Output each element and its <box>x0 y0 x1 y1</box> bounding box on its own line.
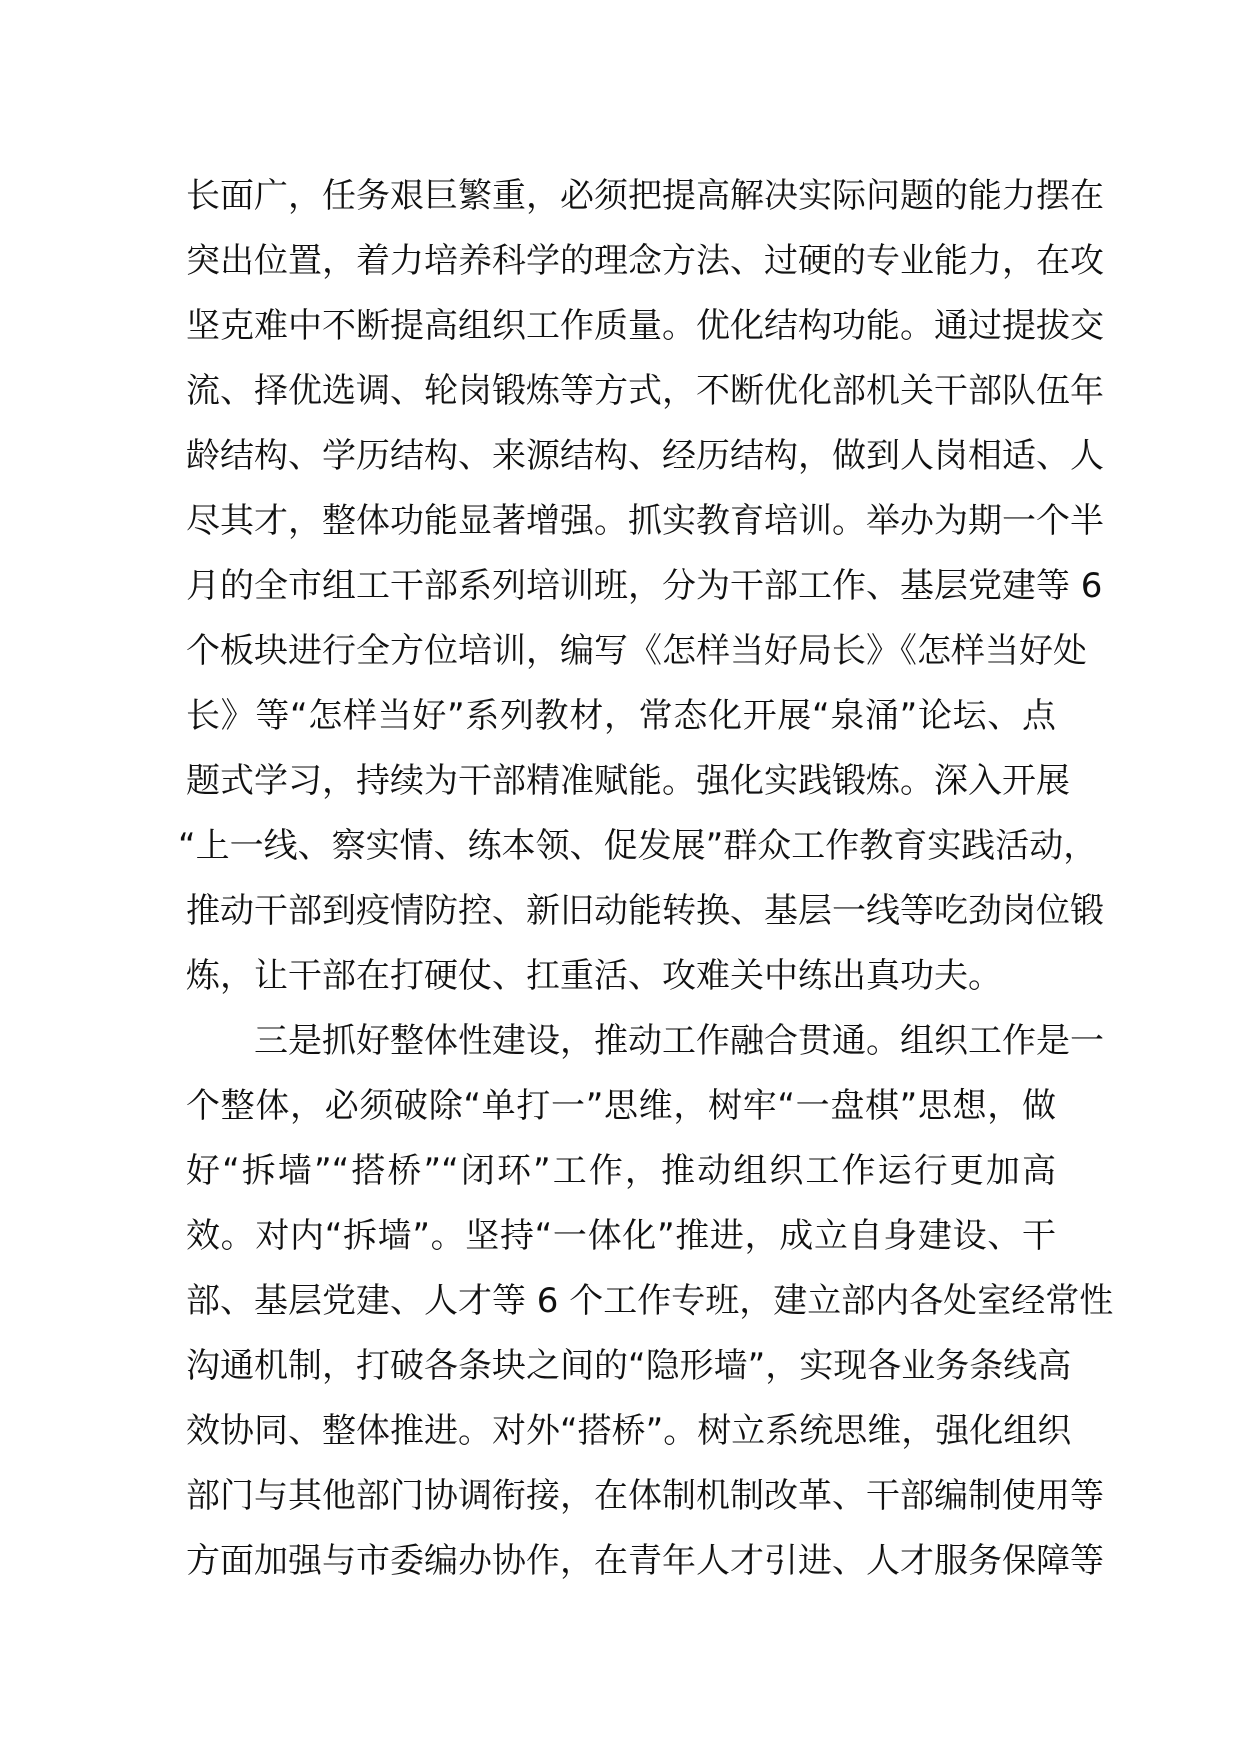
text-line: “上一线、察实情、练本领、促发展”群众工作教育实践活动， <box>178 826 1098 866</box>
text-line: 效协同、整体推进。对外“搭桥”。树立系统思维，强化组织 <box>186 1411 1072 1451</box>
text-line: 沟通机制，打破各条块之间的“隐形墙”，实现各业务条线高 <box>186 1346 1072 1386</box>
text-line: 效。对内“拆墙”。坚持“一体化”推进，成立自身建设、干 <box>186 1216 1056 1256</box>
text-line: 方面加强与市委编办协作，在青年人才引进、人才服务保障等 <box>186 1541 1104 1581</box>
text-line: 长》等“怎样当好”系列教材，常态化开展“泉涌”论坛、点 <box>186 696 1056 736</box>
text-line: 推动干部到疫情防控、新旧动能转换、基层一线等吃劲岗位锻 <box>186 891 1104 931</box>
text-line: 流、择优选调、轮岗锻炼等方式，不断优化部机关干部队伍年 <box>186 371 1104 411</box>
text-line: 尽其才，整体功能显著增强。抓实教育培训。举办为期一个半 <box>186 501 1104 541</box>
text-line: 好“拆墙”“搭桥”“闭环”工作，推动组织工作运行更加高 <box>186 1151 1056 1191</box>
text-line: 部门与其他部门协调衔接，在体制机制改革、干部编制使用等 <box>186 1476 1104 1516</box>
paragraph-end-line: 炼，让干部在打硬仗、扛重活、攻难关中练出真功夫。 <box>186 956 1002 996</box>
text-line: 突出位置，着力培养科学的理念方法、过硬的专业能力，在攻 <box>186 241 1104 281</box>
paragraph-start-line: 三是抓好整体性建设，推动工作融合贯通。组织工作是一 <box>254 1021 1104 1061</box>
text-line: 部、基层党建、人才等 6 个工作专班，建立部内各处室经常性 <box>186 1281 1114 1321</box>
text-line: 龄结构、学历结构、来源结构、经历结构，做到人岗相适、人 <box>186 436 1104 476</box>
text-line: 题式学习，持续为干部精准赋能。强化实践锻炼。深入开展 <box>186 761 1070 801</box>
text-line: 个整体，必须破除“单打一”思维，树牢“一盘棋”思想，做 <box>186 1086 1056 1126</box>
text-line: 个板块进行全方位培训，编写《怎样当好局长》《怎样当好处 <box>186 631 1087 671</box>
text-line: 月的全市组工干部系列培训班，分为干部工作、基层党建等 6 <box>186 566 1103 606</box>
text-line: 长面广，任务艰巨繁重，必须把提高解决实际问题的能力摆在 <box>186 176 1104 216</box>
document-body <box>178 164 1114 1594</box>
text-line: 坚克难中不断提高组织工作质量。优化结构功能。通过提拔交 <box>186 306 1104 346</box>
